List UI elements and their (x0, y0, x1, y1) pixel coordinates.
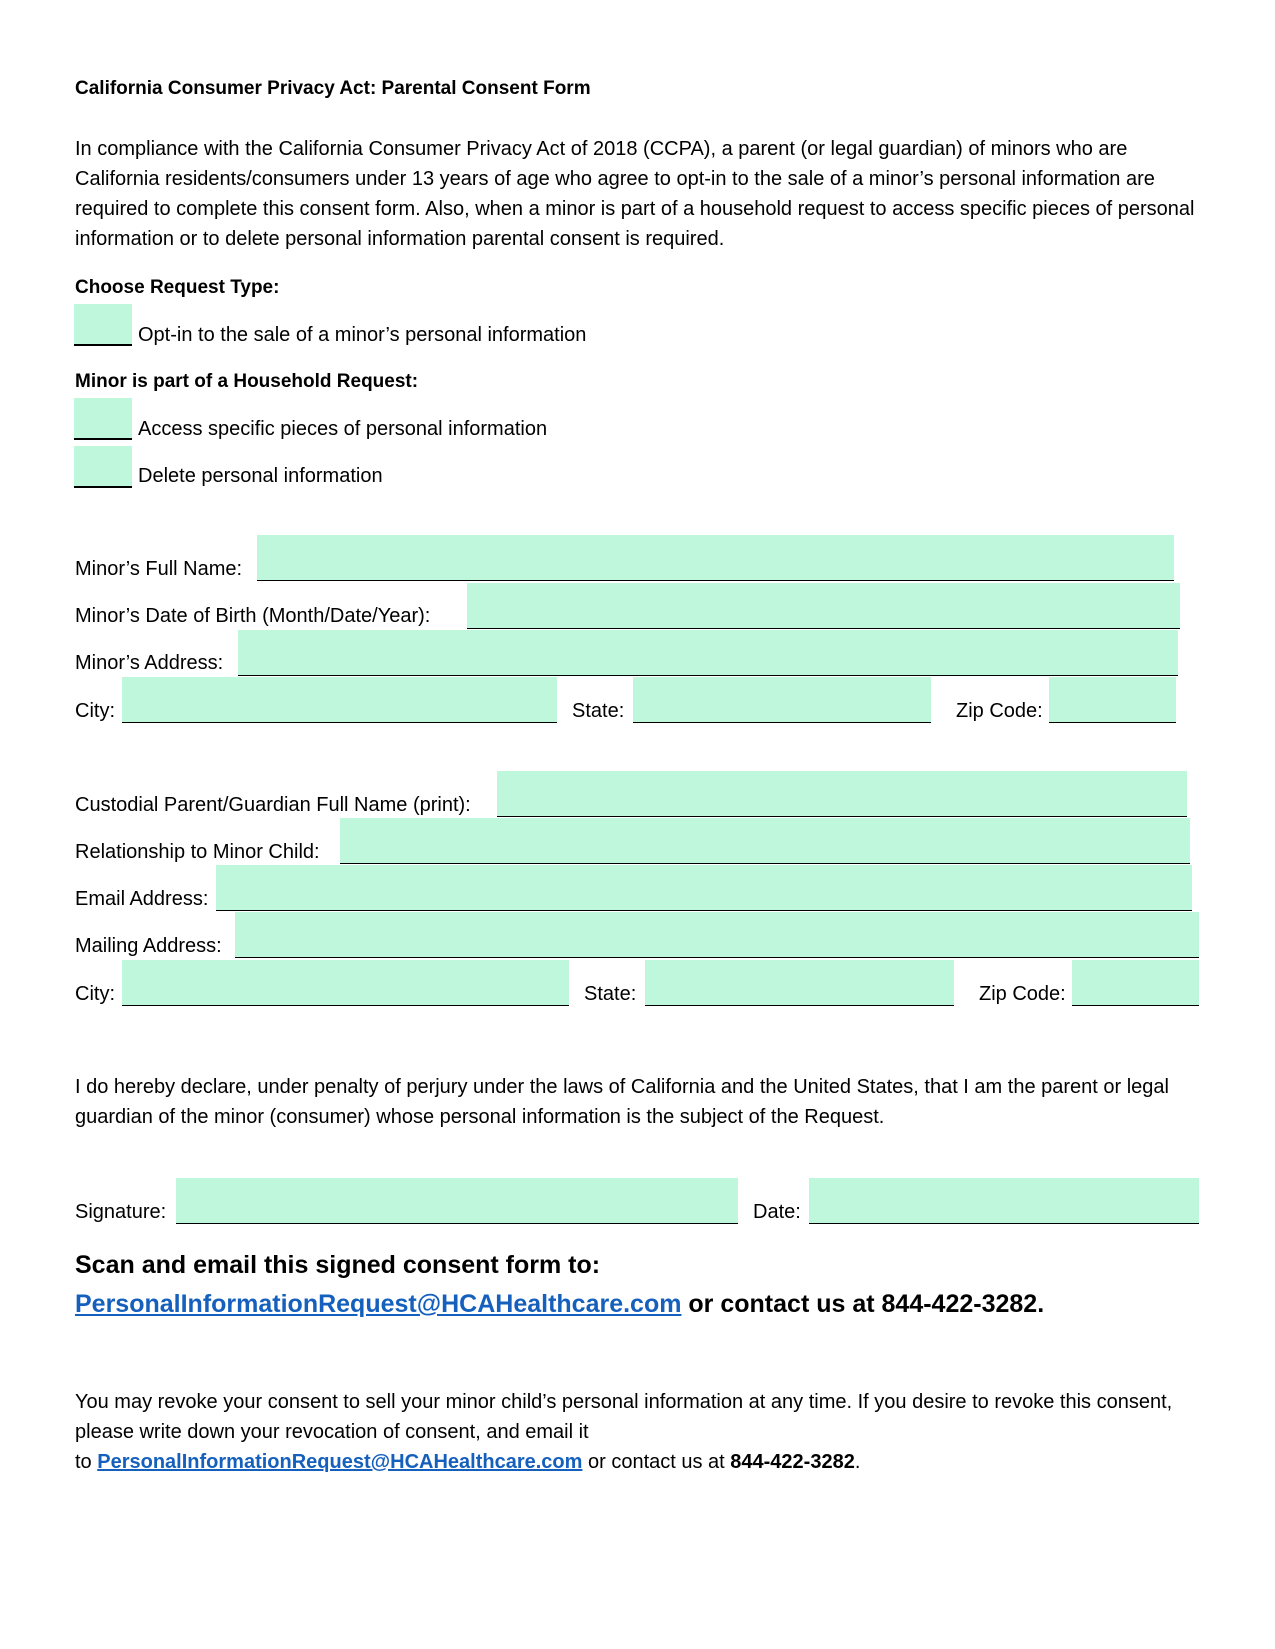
minor-dob-field[interactable] (467, 583, 1180, 629)
guardian-name-label: Custodial Parent/Guardian Full Name (print): (75, 794, 471, 816)
date-label: Date: (753, 1201, 801, 1223)
guardian-name-field[interactable] (497, 771, 1187, 817)
delete-checkbox[interactable] (74, 446, 132, 488)
submit-heading: Scan and email this signed consent form to: (75, 1251, 601, 1279)
guardian-city-label: City: (75, 983, 115, 1005)
guardian-zip-field[interactable] (1072, 960, 1199, 1006)
minor-address-field[interactable] (238, 630, 1178, 676)
email-field[interactable] (216, 865, 1192, 911)
delete-label: Delete personal information (138, 465, 383, 487)
access-label: Access specific pieces of personal information (138, 418, 548, 440)
guardian-state-label: State: (584, 983, 637, 1005)
mailing-address-field[interactable] (235, 912, 1199, 958)
minor-address-label: Minor’s Address: (75, 652, 224, 674)
submit-email-link[interactable]: PersonalInformationRequest@HCAHealthcare.com (75, 1290, 682, 1318)
intro-paragraph: In compliance with the California Consumer Privacy Act of 2018 (CCPA), a parent (or legal guardian) of minors who are California residents/consumers under 13 years of age who agree to opt-in to the sale of a minor’s personal information are required to complete this consent form. Also, when a minor is part of a household request to access specific pieces of personal information or to delete personal information parental consent is required. (75, 138, 1195, 250)
mailing-address-label: Mailing Address: (75, 935, 222, 957)
minor-zip-field[interactable] (1049, 677, 1176, 723)
declaration-paragraph: I do hereby declare, under penalty of perjury under the laws of California and the United States, that I am the parent or legal guardian of the minor (consumer) whose personal information is the subject of the Request. (75, 1076, 1169, 1128)
email-label: Email Address: (75, 888, 209, 910)
minor-city-label: City: (75, 700, 115, 722)
minor-name-label: Minor’s Full Name: (75, 558, 243, 580)
signature-field[interactable] (176, 1178, 738, 1224)
form-title: California Consumer Privacy Act: Parental Consent Form (75, 78, 591, 99)
opt-in-label: Opt-in to the sale of a minor’s personal information (138, 324, 587, 346)
revoke-to-text: to (75, 1451, 98, 1473)
submit-contact-line (75, 1289, 1044, 1319)
minor-zip-label: Zip Code: (956, 700, 1043, 722)
household-heading: Minor is part of a Household Request: (75, 371, 419, 392)
minor-dob-label: Minor’s Date of Birth (Month/Date/Year): (75, 605, 431, 627)
minor-state-label: State: (572, 700, 625, 722)
relationship-label: Relationship to Minor Child: (75, 841, 320, 863)
guardian-state-field[interactable] (645, 960, 954, 1006)
relationship-field[interactable] (340, 818, 1190, 864)
revoke-middle-text: or contact us at (582, 1451, 731, 1473)
revoke-contact-line (75, 1447, 860, 1477)
submit-contact-text: or contact us at 844-422-3282. (681, 1290, 1045, 1318)
request-type-heading: Choose Request Type: (75, 277, 280, 298)
revoke-end-text: . (854, 1451, 861, 1473)
date-field[interactable] (809, 1178, 1199, 1224)
signature-label: Signature: (75, 1201, 167, 1223)
revoke-email-link[interactable]: PersonalInformationRequest@HCAHealthcare.com (97, 1451, 583, 1473)
guardian-city-field[interactable] (122, 960, 569, 1006)
minor-name-field[interactable] (257, 535, 1174, 581)
minor-state-field[interactable] (633, 677, 931, 723)
minor-city-field[interactable] (122, 677, 557, 723)
guardian-zip-label: Zip Code: (979, 983, 1066, 1005)
opt-in-checkbox[interactable] (74, 304, 132, 346)
revoke-paragraph: You may revoke your consent to sell your minor child’s personal information at any time. If you desire to revoke this consent, please write down your revocation of consent, and email it (75, 1391, 1173, 1443)
revoke-phone: 844-422-3282 (730, 1451, 855, 1473)
access-checkbox[interactable] (74, 398, 132, 440)
